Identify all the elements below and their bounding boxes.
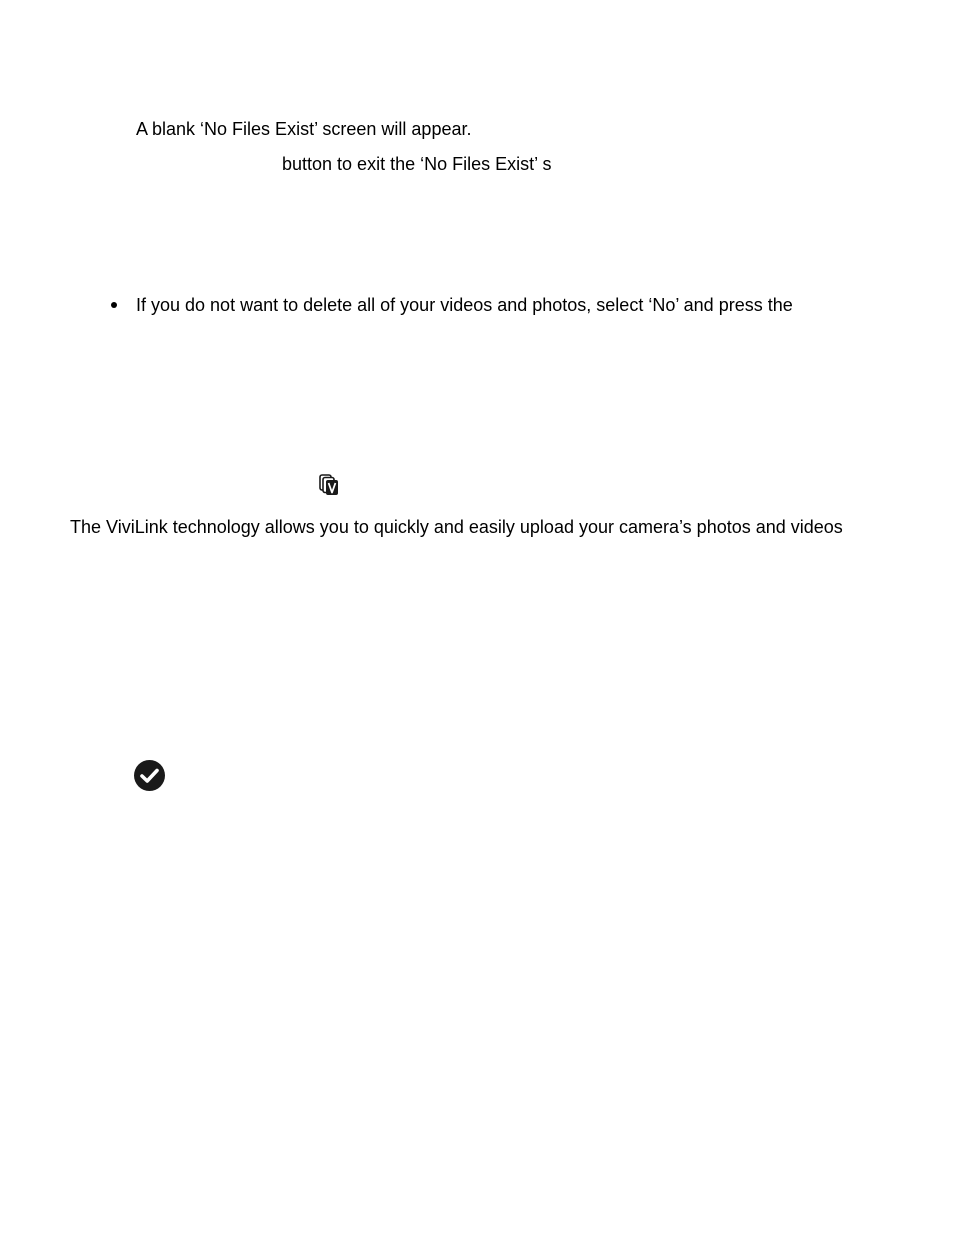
- vivilink-icon: [318, 474, 340, 496]
- no-files-exist-text: A blank ‘No Files Exist’ screen will appear.: [136, 119, 472, 139]
- bullet-icon: [111, 302, 117, 308]
- bullet-instruction-text: If you do not want to delete all of your videos and photos, select ‘No’ and press the: [136, 295, 793, 315]
- vivilink-description-text: The ViviLink technology allows you to quickly and easily upload your camera’s photos and videos: [70, 517, 843, 537]
- check-circle-icon: [133, 759, 166, 792]
- exit-button-instruction-text: button to exit the ‘No Files Exist’ s: [282, 154, 552, 174]
